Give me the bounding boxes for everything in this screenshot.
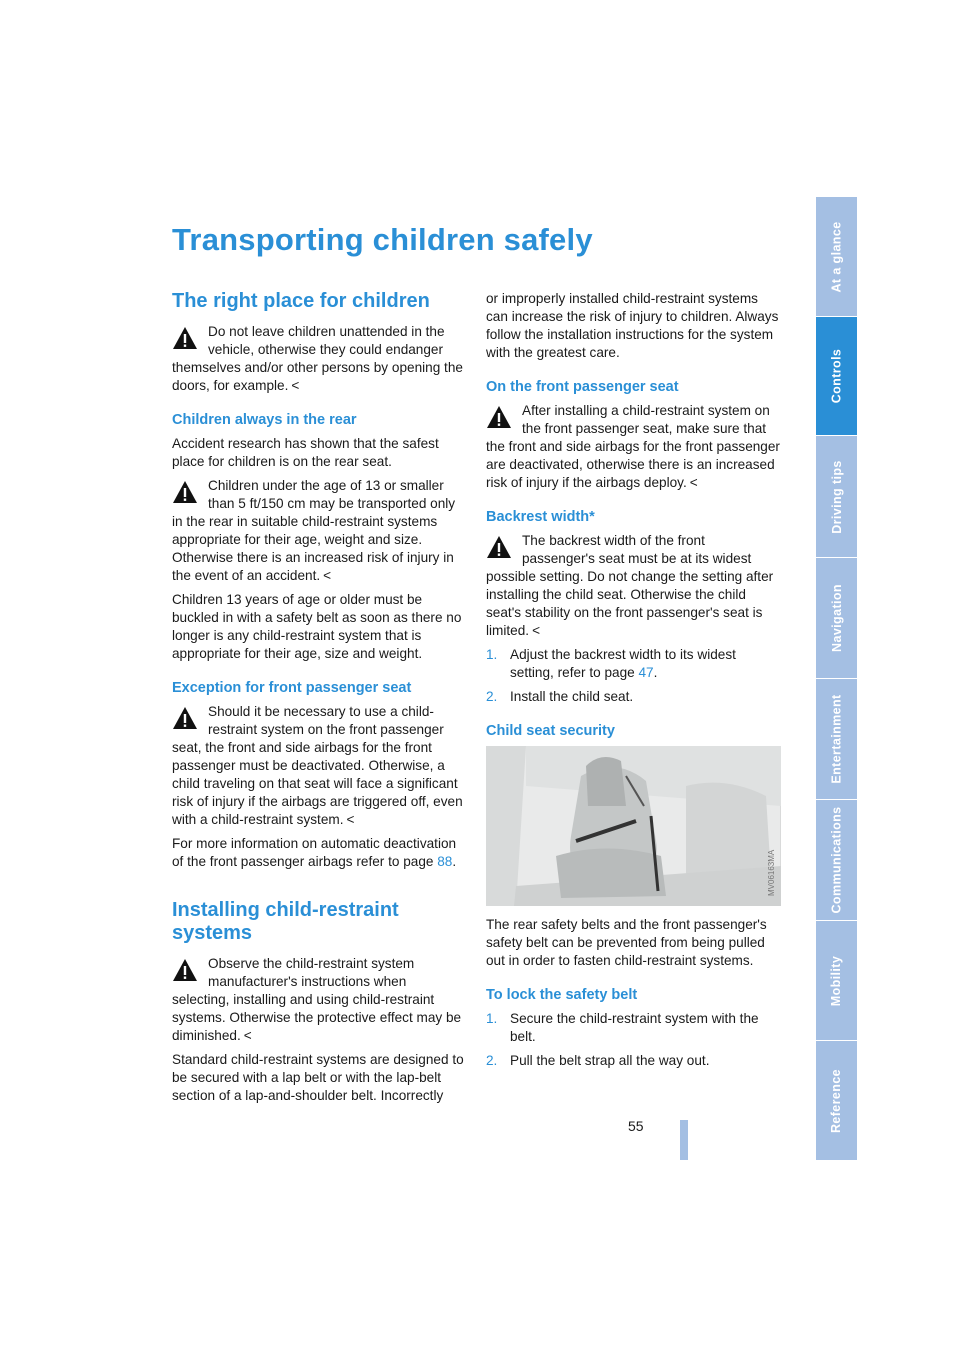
warning-triangle-icon (172, 326, 198, 350)
tab-reference[interactable]: Reference (829, 1068, 844, 1133)
list-item (486, 688, 781, 706)
end-mark: < (323, 568, 332, 583)
warning-block (486, 532, 781, 640)
paragraph: The rear safety belts and the front passenger's safety belt can be prevented from being pulled out in order to fasten child-restraint systems. (486, 917, 767, 968)
tab-entertainment[interactable]: Entertainment (816, 679, 857, 800)
warning-text: Observe the child-restraint system manufacturer's instructions when selecting, installing and using child-restraint systems. Otherwise the protective effect may be diminished. (172, 956, 462, 1043)
tab-at-a-glance[interactable]: At a glance (816, 197, 857, 317)
chapter-sidebar (816, 197, 857, 1160)
step-text: Adjust the backrest width to its widest setting, refer to page (510, 647, 736, 680)
warning-text: Should it be necessary to use a child-restraint system on the front passenger seat, the front and side airbags for the front passenger must be deactivated. Otherwise, a child traveling on that seat will face a significant risk of injury if the airbags are triggered off, even with a child-restraint system. (172, 704, 463, 827)
step-text: Secure the child-restraint system with the belt. (510, 1011, 759, 1044)
heading-child-seat-security: Child seat security (486, 723, 615, 739)
step-text: Install the child seat. (510, 689, 634, 704)
warning-triangle-icon (172, 706, 198, 730)
page-number: 55 (628, 1118, 644, 1134)
heading-front-passenger-seat: On the front passenger seat (486, 379, 679, 395)
paragraph: Children 13 years of age or older must be buckled in with a safety belt as soon as there no longer is any child-restraint system that is appropriate for their age, size and weight. (172, 592, 462, 661)
step-number: 1. (486, 647, 498, 662)
warning-text: Children under the age of 13 or smaller than 5 ft/150 cm may be transported only in the rear in suitable child-restraint systems appropriate for their age, weight and size. Otherwise there is an increased risk of injury in the event of an accident. (172, 478, 456, 583)
tab-driving-tips[interactable]: Driving tips (816, 436, 857, 558)
paragraph: Standard child-restraint systems are designed to be secured with a lap belt or with the lap-belt section of a lap-and-shoulder belt. Incorrectly (172, 1052, 464, 1103)
heading-right-place: The right place for children (172, 290, 430, 312)
heading-installing-systems: Installing child-restraint systems (172, 899, 399, 944)
left-column (172, 290, 467, 1111)
warning-triangle-icon (486, 405, 512, 429)
tab-controls[interactable]: Controls (816, 317, 857, 436)
page-link-88[interactable]: 88 (437, 854, 453, 869)
heading-children-rear: Children always in the rear (172, 412, 357, 428)
list-item (486, 1010, 781, 1046)
tab-communications[interactable]: Communications (816, 800, 857, 921)
paragraph: or improperly installed child-restraint systems can increase the risk of injury to children. Always follow the installation instructions for the system with the greatest care. (486, 291, 779, 360)
steps-list (486, 1010, 781, 1070)
list-item: 1. Adjust the backrest width to its widest setting, refer to page 47. (486, 647, 736, 680)
tab-mobility[interactable]: Mobility (816, 921, 857, 1041)
step-number: 1. (486, 1011, 498, 1026)
paragraph-text: For more information on automatic deactivation of the front passenger airbags refer to page (172, 836, 457, 869)
child-seat-illustration (486, 746, 781, 906)
end-mark: < (689, 475, 698, 490)
warning-block (172, 477, 467, 585)
page-marker-bar (680, 1120, 688, 1160)
warning-block (172, 703, 467, 829)
list-item (486, 1052, 781, 1070)
warning-block (172, 323, 467, 395)
heading-exception-front-seat: Exception for front passenger seat (172, 680, 412, 696)
page-title: Transporting children safely (172, 222, 593, 257)
steps-list (486, 646, 781, 706)
warning-triangle-icon (172, 480, 198, 504)
paragraph: For more information on automatic deactivation of the front passenger airbags refer to page 88. (172, 836, 457, 869)
end-mark: < (291, 378, 300, 393)
warning-block (486, 402, 781, 492)
step-number: 2. (486, 689, 498, 704)
warning-text: The backrest width of the front passenger's seat must be at its widest possible setting. Do not change the setting after installing the child seat. Otherwise the child seat's stability on the front passenger's seat is limited. (486, 533, 774, 638)
warning-text: After installing a child-restraint system on the front passenger seat, make sure that the front and side airbags for the front passenger are deactivated, otherwise there is an increased risk of injury if the airbags deploy. (486, 403, 780, 490)
warning-block (172, 955, 467, 1045)
heading-lock-safety-belt: To lock the safety belt (486, 987, 638, 1003)
page-link-47[interactable]: 47 (638, 665, 654, 680)
end-mark: < (243, 1028, 252, 1043)
warning-triangle-icon (486, 535, 512, 559)
end-mark: < (532, 623, 541, 638)
warning-triangle-icon (172, 958, 198, 982)
image-code: MV06163MA (767, 849, 776, 896)
right-column (486, 290, 781, 1076)
end-mark: < (346, 812, 355, 827)
warning-text: Do not leave children unattended in the vehicle, otherwise they could endanger themselves and/or other persons by opening the doors, for example. (172, 324, 463, 393)
paragraph: Accident research has shown that the safest place for children is on the rear seat. (172, 436, 439, 469)
heading-backrest-width: Backrest width* (486, 509, 595, 525)
step-number: 2. (486, 1053, 498, 1068)
step-text: Pull the belt strap all the way out. (510, 1053, 710, 1068)
tab-navigation[interactable]: Navigation (816, 558, 857, 679)
